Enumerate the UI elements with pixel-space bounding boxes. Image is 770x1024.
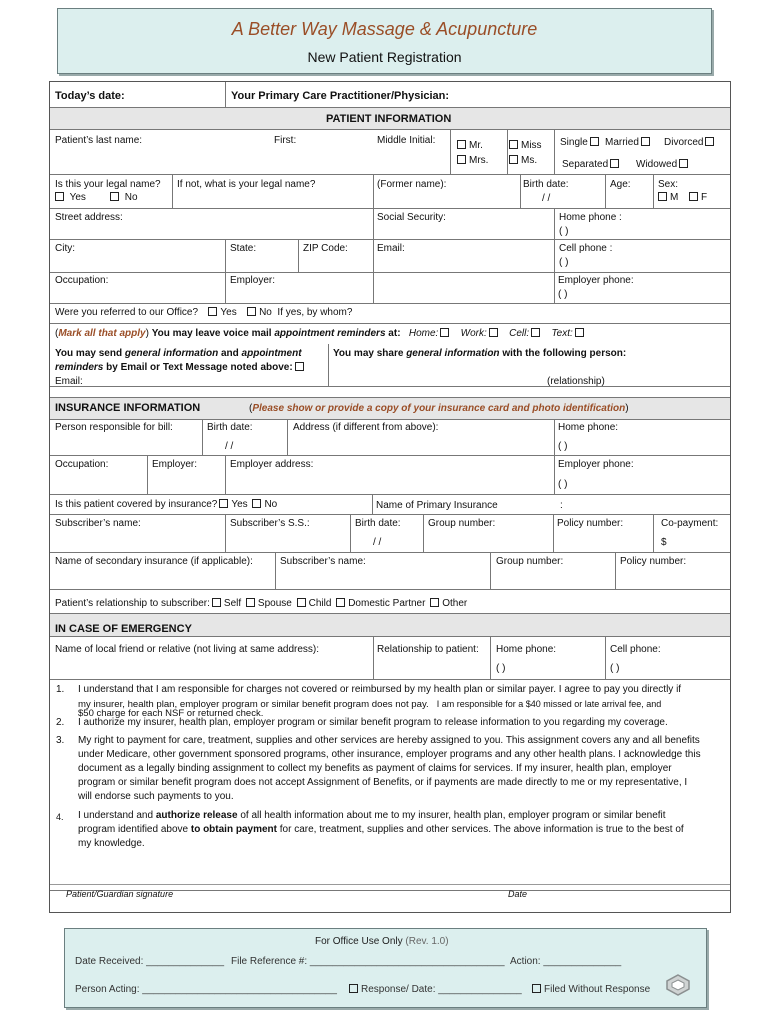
- cell-phone-label: Cell phone :: [559, 243, 613, 254]
- vm-text-checkbox[interactable]: [575, 328, 584, 337]
- ins-employer-address-label: Employer address:: [230, 459, 314, 470]
- legal-yes[interactable]: Yes: [53, 192, 86, 204]
- secondary-subscriber-label: Subscriber’s name:: [280, 556, 366, 567]
- title-mrs[interactable]: Mrs.: [455, 155, 488, 167]
- state-label: State:: [230, 243, 257, 254]
- responsible-label: Person responsible for bill:: [55, 422, 173, 433]
- ins-employer-phone-label: Employer phone:: [558, 459, 634, 470]
- send-info-line2: reminders by Email or Text Message noted above:: [55, 362, 307, 374]
- widowed-checkbox[interactable]: [679, 159, 688, 168]
- responsible-birth-label: Birth date:: [207, 422, 253, 433]
- insurance-section-title: INSURANCE INFORMATION: [55, 402, 201, 414]
- subscriber-name-label: Subscriber’s name:: [55, 518, 141, 529]
- primary-insurance-colon: :: [560, 500, 563, 511]
- rel-child-checkbox[interactable]: [297, 598, 306, 607]
- todays-date-label: Today’s date:: [55, 90, 125, 102]
- term-3-line-e: will endorse such payments to you.: [78, 791, 234, 802]
- action-field[interactable]: Action: ______________: [510, 956, 622, 967]
- sex-f-checkbox[interactable]: [689, 192, 698, 201]
- term-4-line-b: program identified above to obtain payment for care, treatment, supplies and other services. The above information is true to the best of: [78, 824, 684, 835]
- logo-icon: [665, 973, 691, 997]
- separated-checkbox[interactable]: [610, 159, 619, 168]
- term-4-line-a: I understand and authorize release of all health information about me to my insurer, health plan, employer program or similar benefit: [78, 810, 666, 821]
- form-header: [57, 8, 712, 74]
- emergency-home-label: Home phone:: [496, 644, 557, 655]
- send-info-line1: You may send general information and appointment: [55, 348, 302, 359]
- ins-occupation-label: Occupation:: [55, 459, 109, 470]
- title-ms[interactable]: Ms.: [507, 155, 537, 167]
- date-received-field[interactable]: Date Received: ______________: [75, 956, 225, 967]
- responsible-home-paren: ( ): [558, 441, 568, 452]
- term-1-line-b: my insurer, health plan, employer program or similar benefit program does not pay. I am responsible for a $40 missed or late arrival fee, and: [78, 699, 662, 710]
- home-phone-label: Home phone :: [559, 212, 622, 223]
- response-date-field[interactable]: Response/ Date: _______________: [347, 984, 522, 996]
- first-name-label: First:: [274, 135, 297, 146]
- city-label: City:: [55, 243, 75, 254]
- secondary-group-label: Group number:: [496, 556, 564, 567]
- form-title: New Patient Registration: [307, 49, 462, 65]
- divorced-checkbox[interactable]: [705, 137, 714, 146]
- insurance-note: (Please show or provide a copy of your insurance card and photo identification): [249, 403, 629, 414]
- age-label: Age:: [610, 179, 631, 190]
- occupation-label: Occupation:: [55, 275, 109, 286]
- voicemail-row: (Mark all that apply) You may leave voice mail appointment reminders at: Home: Work: Cell: Text:: [55, 328, 587, 340]
- marital-separated[interactable]: Separated: [562, 159, 622, 171]
- subscriber-birth-slashes: / /: [373, 537, 382, 548]
- rel-spouse-checkbox[interactable]: [246, 598, 255, 607]
- office-use-title: For Office Use Only (Rev. 1.0): [315, 936, 449, 947]
- mr-checkbox[interactable]: [457, 140, 466, 149]
- patient-section-title: PATIENT INFORMATION: [326, 113, 452, 125]
- cell-phone-paren: ( ): [559, 257, 569, 268]
- physician-label: Your Primary Care Practitioner/Physician:: [231, 90, 450, 102]
- legal-no-checkbox[interactable]: [110, 192, 119, 201]
- ms-checkbox[interactable]: [509, 155, 518, 164]
- primary-insurance-label: Name of Primary Insurance: [376, 500, 498, 511]
- subscriber-relationship-row: Patient’s relationship to subscriber: Self Spouse Child Domestic Partner Other: [55, 598, 468, 609]
- legal-no[interactable]: No: [108, 192, 138, 204]
- term-3-line-c: document as a legally binding assignment to collect my benefits as payment of claims for services. If my insurer, health plan, employer: [78, 763, 672, 774]
- subscriber-birth-label: Birth date:: [355, 518, 401, 529]
- file-reference-field[interactable]: File Reference #: ___________________________________: [231, 956, 505, 967]
- home-phone-paren: ( ): [559, 226, 569, 237]
- emergency-section-title: IN CASE OF EMERGENCY: [55, 623, 192, 635]
- marital-divorced[interactable]: Divorced: [664, 137, 717, 149]
- legal-yes-checkbox[interactable]: [55, 192, 64, 201]
- filed-without-response-field[interactable]: Filed Without Response: [530, 984, 650, 996]
- sex-f[interactable]: F: [687, 192, 707, 204]
- share-info-label: You may share general information with the following person:: [333, 348, 627, 359]
- term-3-line-b: under Medicare, other government sponsored programs, other insurance, employer programs and any other health plans. I acknowledge this: [78, 749, 701, 760]
- ssn-label: Social Security:: [377, 212, 446, 223]
- office-use-box: [64, 928, 707, 1008]
- term-1-line-c: $50 charge for each NSF or returned check.: [78, 708, 264, 719]
- married-checkbox[interactable]: [641, 137, 650, 146]
- marital-widowed[interactable]: Widowed: [636, 159, 691, 171]
- rel-self-checkbox[interactable]: [212, 598, 221, 607]
- response-checkbox[interactable]: [349, 984, 358, 993]
- referred-yes-checkbox[interactable]: [208, 307, 217, 316]
- legal-name-label: If not, what is your legal name?: [177, 179, 316, 190]
- referred-question: Were you referred to our Office? Yes No If yes, by whom?: [55, 307, 353, 318]
- email-label: Email:: [377, 243, 405, 254]
- term-1-line-a: I understand that I am responsible for charges not covered or reimbursed by my health plan or similar payer. I agree to pay you directly if: [78, 684, 682, 695]
- person-acting-field[interactable]: Person Acting: ___________________________________: [75, 984, 337, 995]
- former-name-label: (Former name):: [377, 179, 447, 190]
- responsible-address-label: Address (if different from above):: [293, 422, 439, 433]
- employer-phone-paren: ( ): [558, 289, 568, 300]
- rel-other-checkbox[interactable]: [430, 598, 439, 607]
- sex-m-checkbox[interactable]: [658, 192, 667, 201]
- legal-name-question: Is this your legal name?: [55, 179, 161, 190]
- ins-employer-paren: ( ): [558, 479, 568, 490]
- title-mr[interactable]: Mr.: [455, 140, 483, 152]
- secondary-insurance-label: Name of secondary insurance (if applicable):: [55, 556, 253, 567]
- registration-form: [49, 81, 731, 913]
- emergency-cell-label: Cell phone:: [610, 644, 661, 655]
- birth-date-label: Birth date:: [523, 179, 569, 190]
- covered-yes-checkbox[interactable]: [219, 499, 228, 508]
- term-2-number: 2.: [56, 717, 65, 728]
- title-miss[interactable]: Miss: [507, 140, 542, 152]
- covered-no-checkbox[interactable]: [252, 499, 261, 508]
- signature-date-label: Date: [508, 889, 528, 899]
- send-info-checkbox[interactable]: [295, 362, 304, 371]
- send-email-label: Email:: [55, 376, 83, 387]
- covered-question: Is this patient covered by insurance? Yes No: [55, 499, 278, 510]
- emergency-name-label: Name of local friend or relative (not living at same address):: [55, 644, 320, 655]
- filed-checkbox[interactable]: [532, 984, 541, 993]
- emergency-relationship-label: Relationship to patient:: [377, 644, 479, 655]
- term-2-text: I authorize my insurer, health plan, employer program or similar benefit program to release information to you regarding my coverage.: [78, 717, 668, 728]
- marital-single[interactable]: Single: [560, 137, 602, 149]
- business-title: A Better Way Massage & Acupuncture: [231, 19, 538, 39]
- birth-date-slashes: / /: [542, 193, 551, 204]
- policy-number-label: Policy number:: [557, 518, 624, 529]
- street-address-label: Street address:: [55, 212, 123, 223]
- sex-m[interactable]: M: [656, 192, 678, 204]
- miss-checkbox[interactable]: [509, 140, 518, 149]
- marital-married[interactable]: Married: [605, 137, 653, 149]
- zip-label: ZIP Code:: [303, 243, 348, 254]
- responsible-birth-slashes: / /: [225, 441, 234, 452]
- signature-label: Patient/Guardian signature: [66, 889, 174, 899]
- rel-domestic-checkbox[interactable]: [336, 598, 345, 607]
- vm-work-checkbox[interactable]: [489, 328, 498, 337]
- sex-label: Sex:: [658, 179, 679, 190]
- responsible-home-phone-label: Home phone:: [558, 422, 619, 433]
- term-4-number: 4.: [56, 812, 64, 822]
- employer-label: Employer:: [230, 275, 276, 286]
- middle-initial-label: Middle Initial:: [377, 135, 436, 146]
- emergency-cell-paren: ( ): [610, 663, 620, 674]
- last-name-label: Patient’s last name:: [55, 135, 143, 146]
- term-3-line-a: My right to payment for care, treatment, supplies and other services are hereby assigned to you. This assignment covers any and all benefits: [78, 735, 700, 746]
- employer-phone-label: Employer phone:: [558, 275, 634, 286]
- term-3-line-d: program or similar benefit program does not accept Assignment of Benefits, or if payments are made directly to me or my representative, I: [78, 777, 688, 788]
- subscriber-ss-label: Subscriber’s S.S.:: [230, 518, 310, 529]
- term-1-number: 1.: [56, 684, 65, 695]
- emergency-home-paren: ( ): [496, 663, 506, 674]
- mrs-checkbox[interactable]: [457, 155, 466, 164]
- referred-no-checkbox[interactable]: [247, 307, 256, 316]
- copayment-dollar: $: [661, 537, 667, 548]
- secondary-policy-label: Policy number:: [620, 556, 687, 567]
- ins-employer-label: Employer:: [152, 459, 198, 470]
- group-number-label: Group number:: [428, 518, 496, 529]
- term-4-line-c: my knowledge.: [78, 838, 145, 849]
- single-checkbox[interactable]: [590, 137, 599, 146]
- term-3-number: 3.: [56, 735, 65, 746]
- vm-home-checkbox[interactable]: [440, 328, 449, 337]
- vm-cell-checkbox[interactable]: [531, 328, 540, 337]
- copayment-label: Co-payment:: [661, 518, 719, 529]
- share-relationship-label: (relationship): [547, 376, 605, 387]
